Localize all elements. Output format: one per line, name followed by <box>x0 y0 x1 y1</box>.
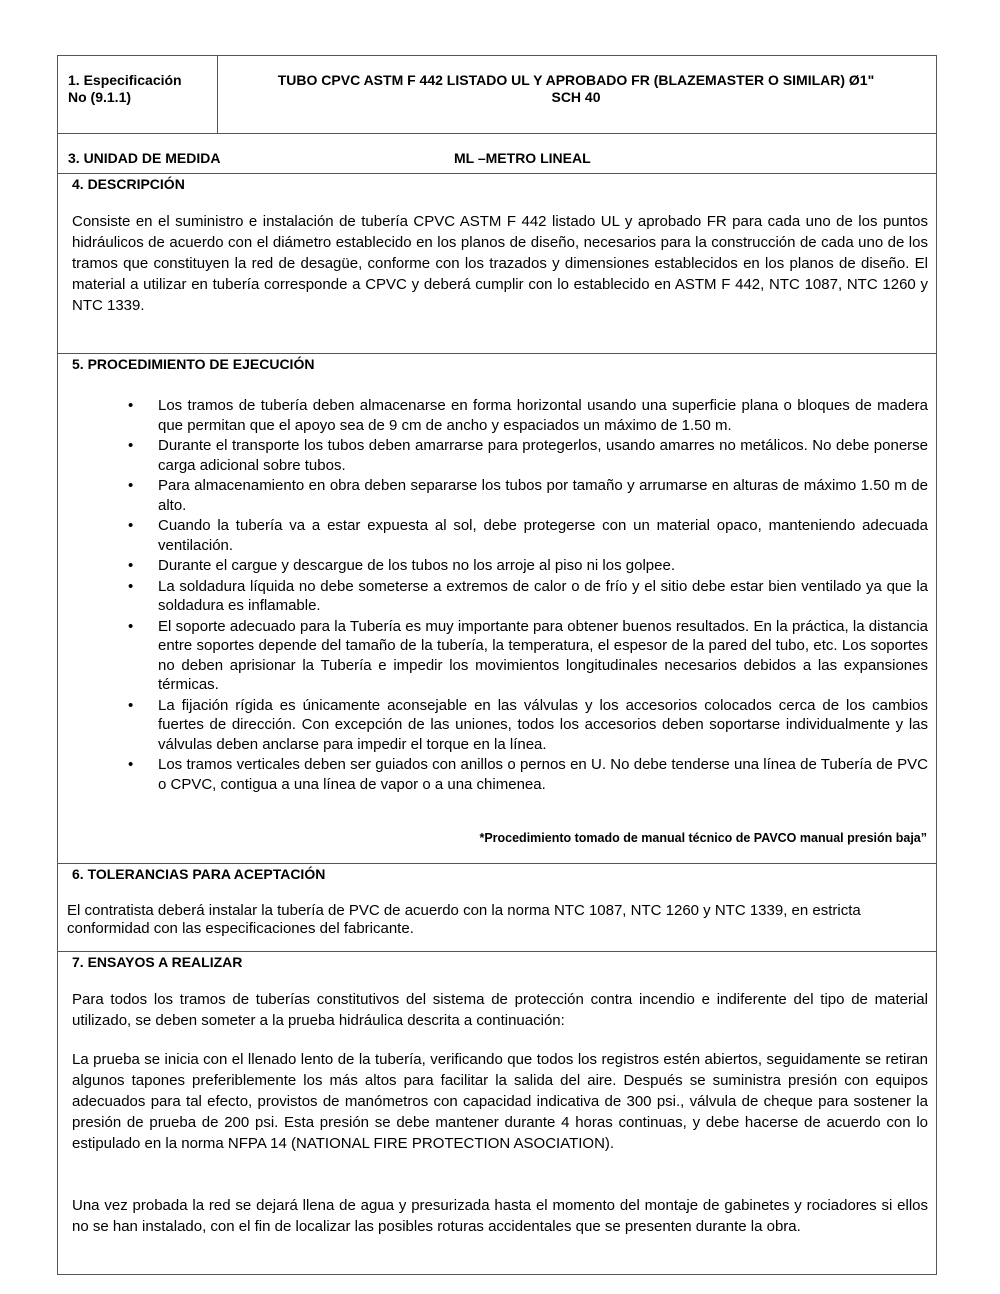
list-item: • Cuando la tubería va a estar expuesta al sol, debe protegerse con un material opaco, manteniendo adecuada ventilación. <box>158 516 928 555</box>
description-heading: 4. DESCRIPCIÓN <box>72 176 185 192</box>
list-item: • Durante el transporte los tubos deben amarrarse para protegerlos, usando amarres no metálicos. No debe ponerse carga adicional sobre tubos. <box>158 436 928 475</box>
spec-title <box>226 72 926 106</box>
row-divider <box>58 863 936 864</box>
list-item: • La soldadura líquida no debe someterse a extremos de calor o de frío y el sitio debe estar bien ventilado ya que la soldadura es inflamable. <box>158 577 928 616</box>
spec-title-line1: TUBO CPVC ASTM F 442 LISTADO UL Y APROBADO FR (BLAZEMASTER O SIMILAR) Ø1" <box>277 72 875 88</box>
procedure-heading: 5. PROCEDIMIENTO DE EJECUCIÓN <box>72 356 315 372</box>
row-divider <box>58 173 936 174</box>
list-item: • La fijación rígida es únicamente aconsejable en las válvulas y los accesorios colocados cerca de los cambios fuertes de dirección. Con excepción de las uniones, todos los accesorios deben soportarse individualmente y las válvulas deben anclarse para impedir el torque en la línea. <box>158 696 928 755</box>
procedure-source-note: *Procedimiento tomado de manual técnico de PAVCO manual presión baja” <box>479 831 927 845</box>
description-text: Consiste en el suministro e instalación de tubería CPVC ASTM F 442 listado UL y aprobado FR para cada uno de los puntos hidráulicos de acuerdo con el diámetro establecido en los planos de diseño, necesarios para la construcción de cada uno de los tramos que constituyen la red de desagüe, conforme con los trazados y dimensiones establecidos en los planos de diseño. El material a utilizar en tubería corresponde a CPVC y deberá cumplir con lo establecido en ASTM F 442, NTC 1087, NTC 1260 y NTC 1339. <box>72 213 928 314</box>
row-divider <box>58 353 936 354</box>
unit-label: 3. UNIDAD DE MEDIDA <box>68 150 221 166</box>
spec-divider <box>217 56 218 133</box>
spec-label-line1: 1. Especificación <box>68 72 182 88</box>
specification-sheet <box>57 55 937 1275</box>
tests-paragraph: Una vez probada la red se dejará llena de agua y presurizada hasta el momento del montaje de gabinetes y rociadores si ellos no se han instalado, con el fin de localizar las posibles roturas accidentales que se presenten durante la obra. <box>72 1197 928 1235</box>
list-item: • Durante el cargue y descargue de los tubos no los arroje al piso ni los golpee. <box>158 556 928 576</box>
row-divider <box>58 133 936 134</box>
tolerances-text: El contratista deberá instalar la tubería de PVC de acuerdo con la norma NTC 1087, NTC 1260 y NTC 1339, en estricta conformidad con las especificaciones del fabricante. <box>67 902 861 937</box>
unit-value: ML –METRO LINEAL <box>454 150 591 166</box>
spec-label <box>68 72 182 106</box>
list-item: • Los tramos verticales deben ser guiados con anillos o pernos en U. No debe tenderse una línea de Tubería de PVC o CPVC, contigua a una línea de vapor o a una chimenea. <box>158 755 928 794</box>
tests-paragraph: Para todos los tramos de tuberías constitutivos del sistema de protección contra incendio e indiferente del tipo de material utilizado, se deben someter a la prueba hidráulica descrita a continuación: <box>72 991 928 1029</box>
tests-heading: 7. ENSAYOS A REALIZAR <box>72 954 243 970</box>
list-item: • Los tramos de tubería deben almacenarse en forma horizontal usando una superficie plana o bloques de madera que permitan que el apoyo sea de 9 cm de ancho y espaciados un máximo de 1.50 m. <box>158 396 928 435</box>
row-divider <box>58 951 936 952</box>
procedure-list <box>58 396 928 795</box>
tolerances-heading: 6. TOLERANCIAS PARA ACEPTACIÓN <box>72 866 326 882</box>
spec-title-line2: SCH 40 <box>551 89 601 105</box>
tests-paragraph: La prueba se inicia con el llenado lento de la tubería, verificando que todos los registros estén abiertos, seguidamente se retiran algunos tapones preferiblemente los más altos para facilitar la salida del aire. Después se suministra presión con equipos adecuados para tal efecto, provistos de manómetros con capacidad indicativa de 300 psi., válvula de cheque para sostener la presión de prueba de 200 psi. Esta presión se debe mantener durante 4 horas continuas, y debe hacerse de acuerdo con lo estipulado en la norma NFPA 14 (NATIONAL FIRE PROTECTION ASOCIATION). <box>72 1051 928 1152</box>
spec-label-line2: No (9.1.1) <box>68 89 132 105</box>
list-item: • El soporte adecuado para la Tubería es muy importante para obtener buenos resultados. En la práctica, la distancia entre soportes depende del tamaño de la tubería, la temperatura, el espesor de la pared del tubo, etc. Los soportes no deben aprisionar la Tubería e impedir los movimientos longitudinales necesarios debidos a las expansiones térmicas. <box>158 617 928 695</box>
list-item: • Para almacenamiento en obra deben separarse los tubos por tamaño y arrumarse en alturas de máximo 1.50 m de alto. <box>158 476 928 515</box>
